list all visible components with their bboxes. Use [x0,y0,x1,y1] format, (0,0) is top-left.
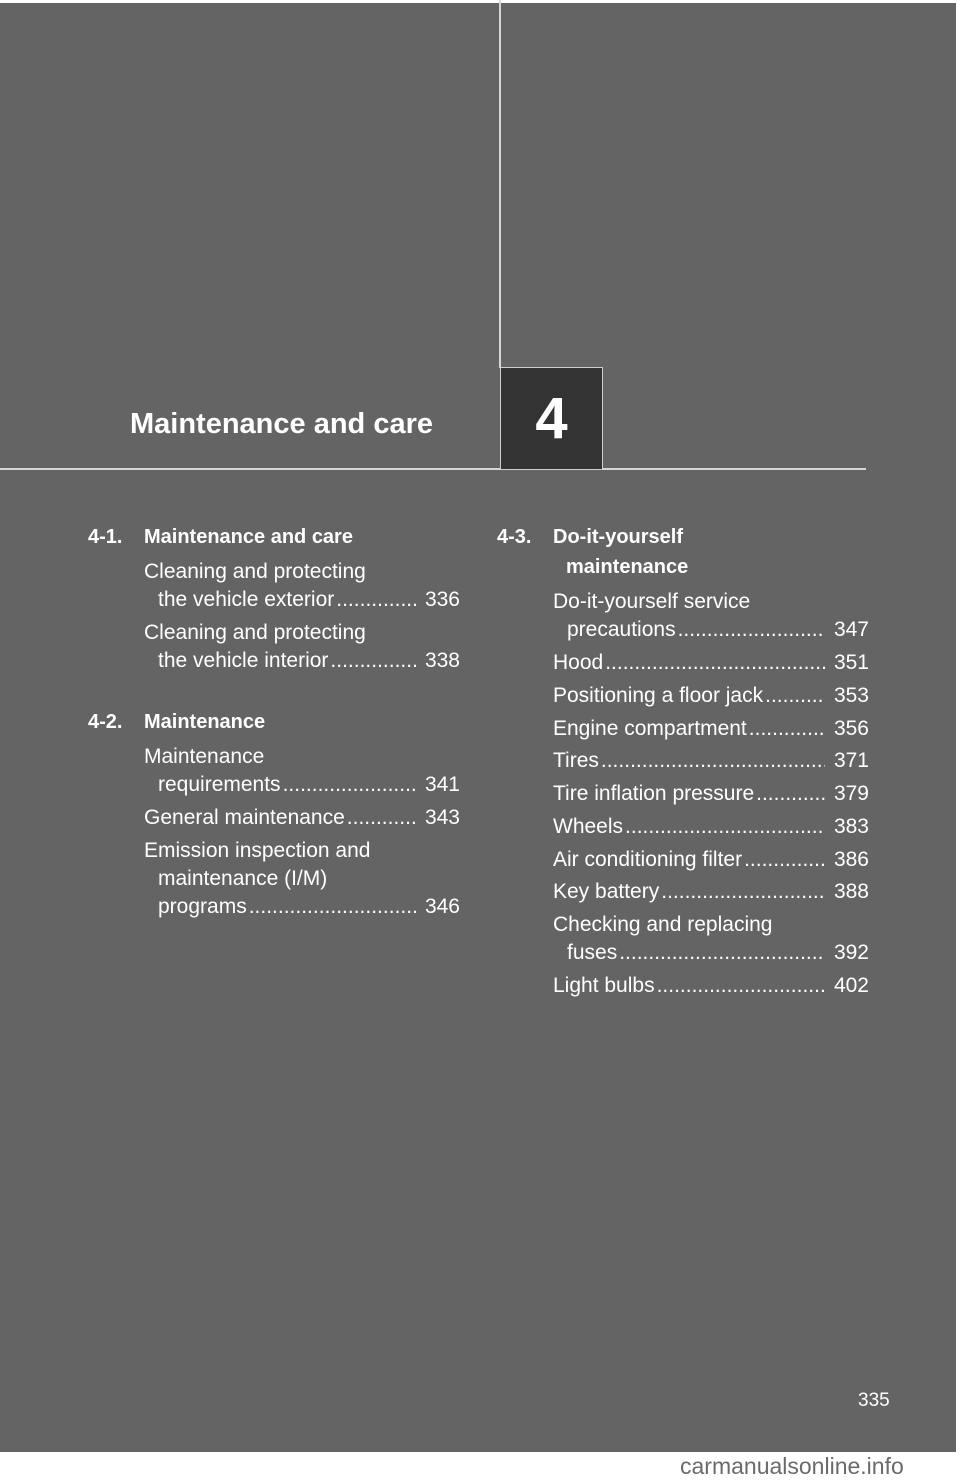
dot-leader [657,972,825,1000]
toc-entry-engine-compartment[interactable]: Engine compartment ..... 356 [553,715,869,743]
section-number: 4-3. [497,526,532,548]
page-ref: 356 [833,717,869,740]
watermark: carmanualsonline.info [680,1453,904,1479]
page-ref: 386 [833,848,869,871]
toc-entry-wheels[interactable]: Wheels ..... 383 [553,813,869,841]
page-border-top [0,0,960,3]
page-ref: 353 [833,684,869,707]
section-title: Maintenance [144,711,266,733]
page-ref: 347 [833,618,869,641]
section-number: 4-2. [88,711,123,733]
dot-leader [601,747,825,775]
dot-leader [678,616,825,644]
toc-entry-fuses[interactable]: Checking and replacing fuses ..... 392 [553,911,869,967]
page-ref: 341 [424,773,460,796]
toc-entry-general-maintenance[interactable]: General maintenance ..... 343 [144,804,460,832]
page-ref: 336 [424,588,460,611]
section-title: Do-it-yourself [553,526,683,548]
dot-leader [249,893,416,921]
dot-leader [749,715,825,743]
toc-entry-cleaning-interior[interactable]: Cleaning and protecting the vehicle interior ..... 338 [144,619,460,675]
page-ref: 371 [833,749,869,772]
section-title-line2: maintenance [566,556,689,578]
page-ref: 392 [833,941,869,964]
page-border-right [956,0,960,1484]
dot-leader [619,939,825,967]
dot-leader [744,846,825,874]
page-ref: 402 [833,974,869,997]
dot-leader [625,813,825,841]
dot-leader [765,682,825,710]
page-ref: 379 [833,782,869,805]
dot-leader [336,586,416,614]
header-vertical-rule [499,0,501,368]
dot-leader [347,804,416,832]
header-horizontal-rule [0,468,866,470]
chapter-number-box [500,367,603,470]
page-ref: 383 [833,815,869,838]
page-ref: 351 [833,651,869,674]
toc-entry-floor-jack[interactable]: Positioning a floor jack ..... 353 [553,682,869,710]
toc-entry-light-bulbs[interactable]: Light bulbs ..... 402 [553,972,869,1000]
page-number: 335 [858,1390,890,1411]
toc-entry-maintenance-requirements[interactable]: Maintenance requirements ..... 341 [144,743,460,799]
dot-leader [756,780,825,808]
toc-entry-ac-filter[interactable]: Air conditioning filter ..... 386 [553,846,869,874]
dot-leader [330,647,416,675]
page-ref: 338 [424,649,460,672]
toc-entry-tire-pressure[interactable]: Tire inflation pressure ..... 379 [553,780,869,808]
toc-entry-key-battery[interactable]: Key battery ..... 388 [553,878,869,906]
page-ref: 388 [833,880,869,903]
chapter-title: Maintenance and care [130,408,433,440]
dot-leader [661,878,825,906]
toc-entry-diy-precautions[interactable]: Do-it-yourself service precautions ..... 347 [553,588,869,644]
dot-leader [605,649,825,677]
toc-entry-cleaning-exterior[interactable]: Cleaning and protecting the vehicle exterior ..... 336 [144,558,460,614]
toc-entry-hood[interactable]: Hood ..... 351 [553,649,869,677]
page-ref: 346 [424,895,460,918]
page-ref: 343 [424,806,460,829]
section-title: Maintenance and care [144,526,353,548]
toc-entry-emission-inspection[interactable]: Emission inspection and maintenance (I/M) programs ..... 346 [144,837,460,921]
toc-entry-tires[interactable]: Tires ..... 371 [553,747,869,775]
section-number: 4-1. [88,526,123,548]
dot-leader [283,771,416,799]
chapter-number: 4 [535,386,568,451]
